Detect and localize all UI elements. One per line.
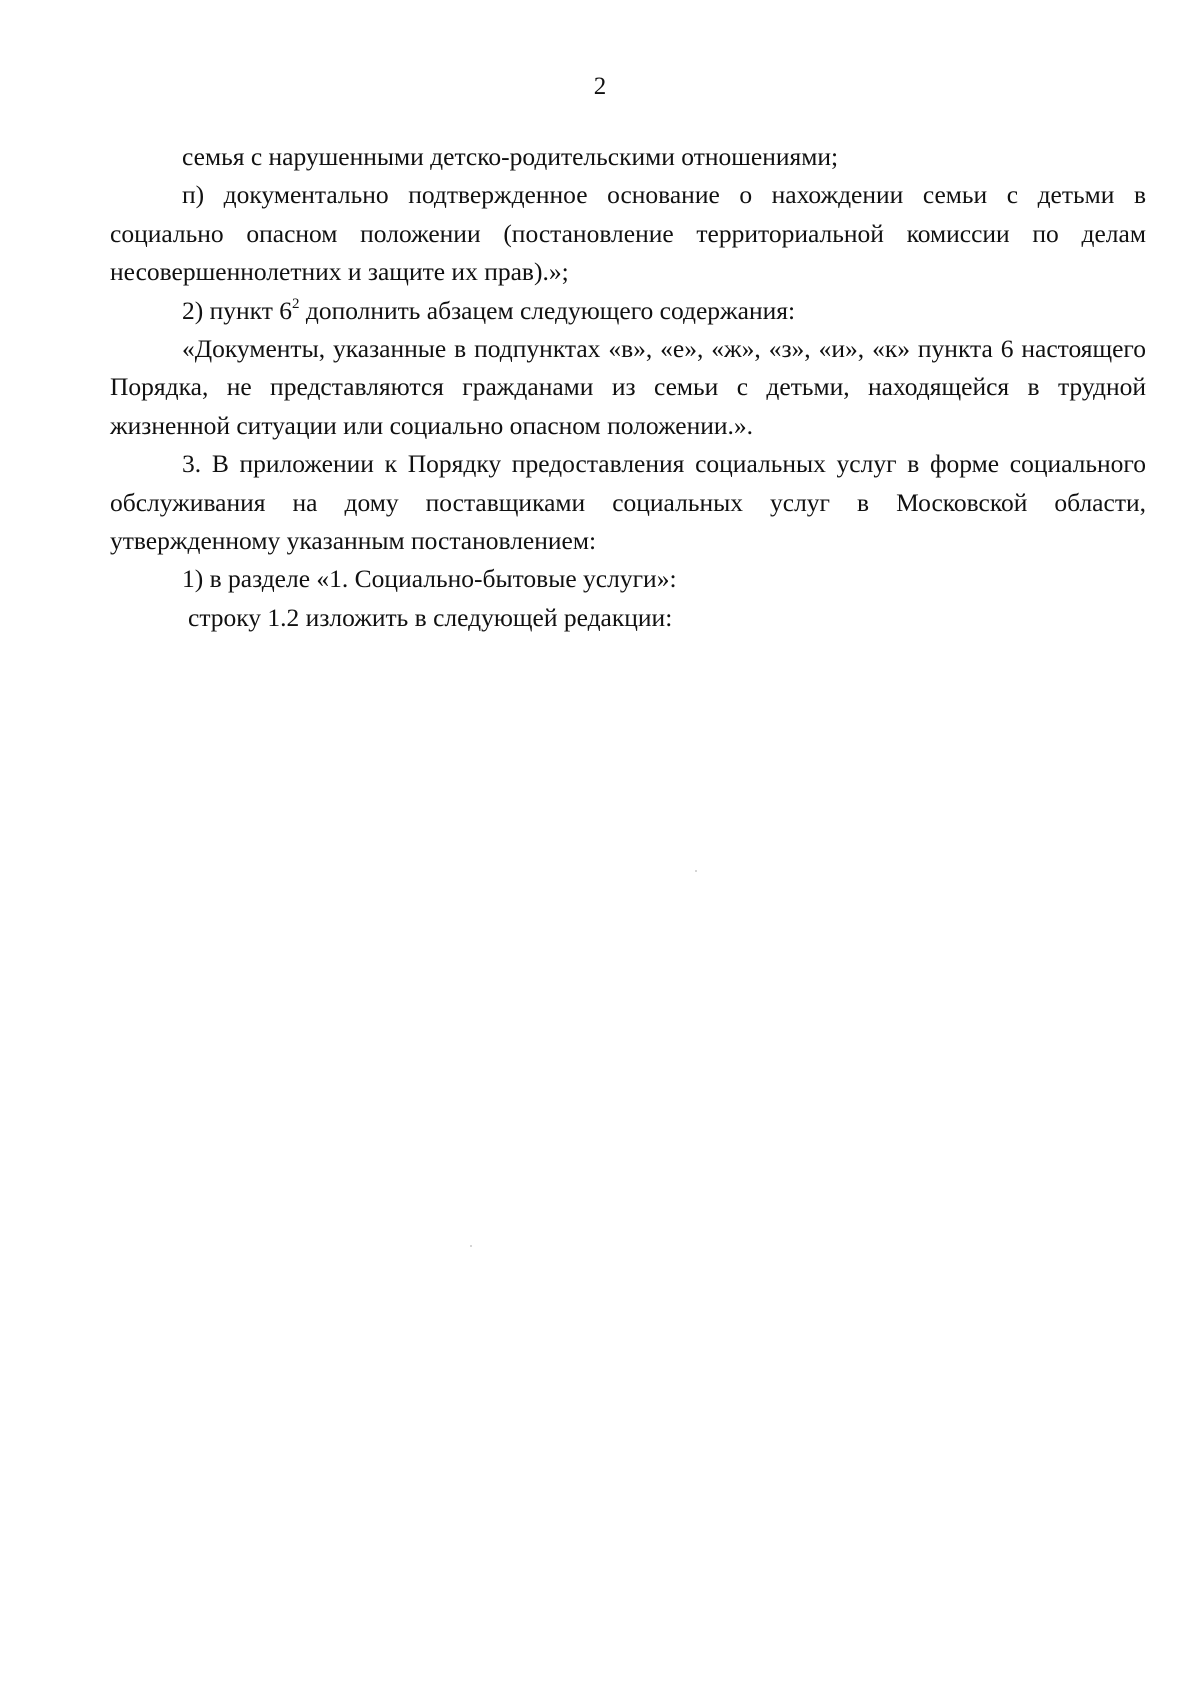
paragraph-item-2-rest: дополнить абзацем следующего содержания:: [299, 295, 796, 325]
paragraph-subsection-1: 1) в разделе «1. Социально-бытовые услуги»:: [182, 564, 677, 594]
paragraph-item-2-lead: 2) пункт 6: [182, 295, 292, 325]
paragraph-item-p: п) документально подтвержденное основание о нахождении семьи с детьми в социально опасном положении (постановление территориальной комиссии по делам несовершеннолетних и защите их прав).»;: [110, 180, 1146, 287]
page-number: 2: [593, 73, 607, 100]
paragraph-section-3: 3. В приложении к Порядку предоставления социальных услуг в форме социального обслуживания на дому поставщиками социальных услуг в Московской области, утвержденному указанным постановлением:: [110, 449, 1146, 556]
paragraph-row-1-2: строку 1.2 изложить в следующей редакции:: [188, 602, 673, 632]
paragraph-quoted-documents: «Документы, указанные в подпунктах «в», «е», «ж», «з», «и», «к» пункта 6 настоящего Порядка, не представляются гражданами из семьи с детьми, находящейся в трудной жизненной ситуации или социально опасном положении.».: [110, 334, 1146, 440]
document-body: [110, 138, 1146, 637]
paragraph-item-2: [110, 292, 1146, 330]
scan-speck: [470, 1245, 472, 1247]
scan-speck: [695, 870, 697, 872]
paragraph-family-relations: семья с нарушенными детско-родительскими отношениями;: [182, 142, 839, 171]
superscript-2: 2: [291, 295, 300, 312]
